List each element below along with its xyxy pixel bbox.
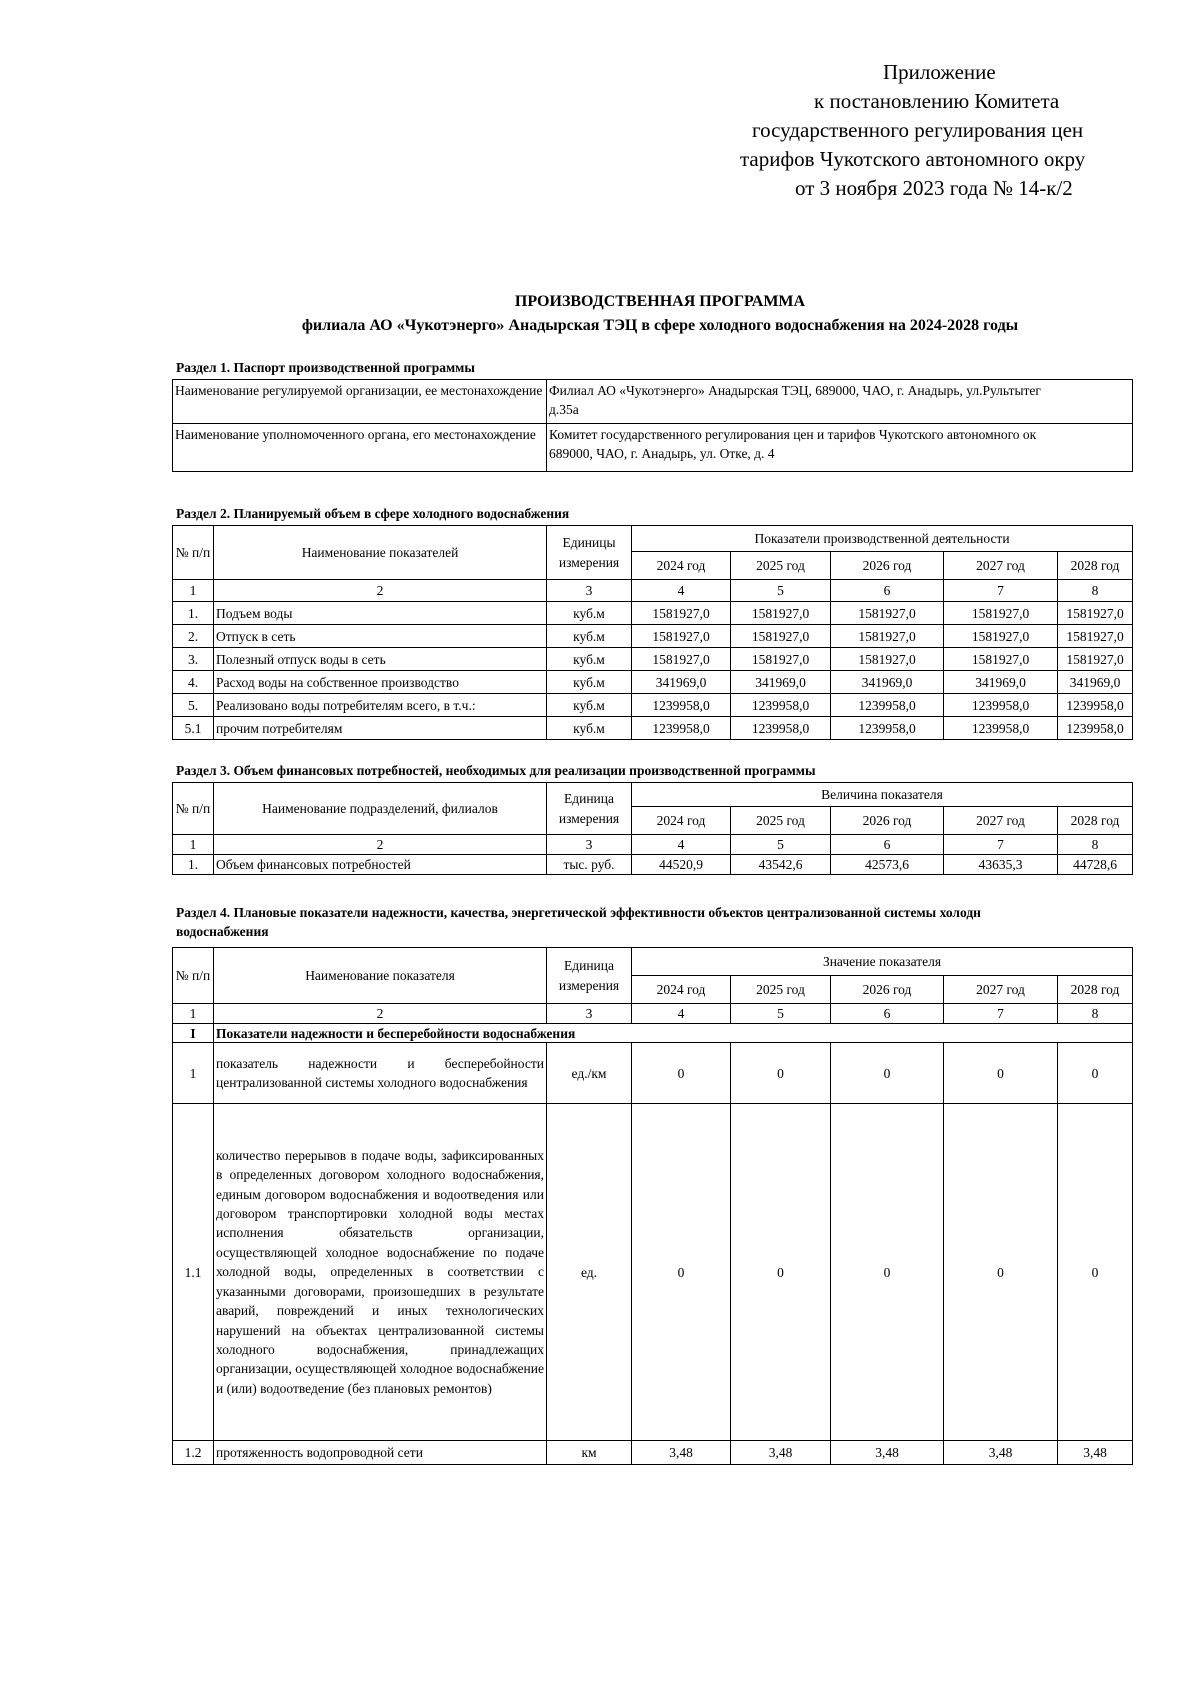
index-row: [173, 835, 1133, 855]
row-unit: куб.м: [547, 625, 632, 648]
header-year: 2025 год: [731, 807, 831, 835]
index-cell: 8: [1058, 1004, 1133, 1024]
appendix-line: тарифов Чукотского автономного окру: [740, 147, 1086, 171]
header-year: 2028 год: [1058, 552, 1133, 580]
index-row: [173, 580, 1133, 602]
row-value: 0: [944, 1104, 1058, 1441]
row-num: 5.1: [173, 717, 214, 740]
row-unit: км: [547, 1441, 632, 1465]
row-name: протяженность водопроводной сети: [214, 1441, 547, 1465]
index-cell: 3: [547, 580, 632, 602]
indicators-table: [172, 947, 1133, 1465]
document-title: [0, 290, 1200, 338]
index-cell: 2: [214, 580, 547, 602]
header-year: 2024 год: [632, 552, 731, 580]
row-num: 1.: [173, 602, 214, 625]
row-unit: куб.м: [547, 671, 632, 694]
row-num: 1: [173, 1043, 214, 1104]
index-cell: 2: [214, 835, 547, 855]
index-cell: 3: [547, 1004, 632, 1024]
header-row: [173, 526, 1133, 552]
table-row: [173, 1043, 1133, 1104]
row-value: 1239958,0: [944, 694, 1058, 717]
row-value: 1581927,0: [632, 648, 731, 671]
row-value: 341969,0: [831, 671, 944, 694]
table-row: [173, 602, 1133, 625]
row-value: 0: [944, 1043, 1058, 1104]
passport-label: Наименование регулируемой организации, ее местонахождение: [173, 380, 547, 424]
table-row: [173, 717, 1133, 740]
header-group: Значение показателя: [632, 948, 1133, 976]
header-name: Наименование показателя: [214, 948, 547, 1004]
passport-value-line: Комитет государственного регулирования цен и тарифов Чукотского автономного ок: [549, 427, 1037, 442]
index-cell: 5: [731, 835, 831, 855]
header-num: № п/п: [173, 948, 214, 1004]
appendix-line: Приложение: [883, 60, 996, 84]
header-group: Величина показателя: [632, 783, 1133, 807]
group-row: [173, 1024, 1133, 1043]
row-value: 0: [632, 1043, 731, 1104]
header-year: 2026 год: [831, 552, 944, 580]
row-value: 1581927,0: [731, 625, 831, 648]
index-cell: 1: [173, 835, 214, 855]
passport-label: Наименование уполномоченного органа, его местонахождение: [173, 424, 547, 472]
row-num: 2.: [173, 625, 214, 648]
index-cell: 4: [632, 1004, 731, 1024]
table-row: [173, 671, 1133, 694]
row-value: 1581927,0: [1058, 625, 1133, 648]
row-name: прочим потребителям: [214, 717, 547, 740]
row-value: 44520,9: [632, 855, 731, 875]
passport-value-line: 689000, ЧАО, г. Анадырь, ул. Отке, д. 4: [549, 446, 775, 461]
passport-table: [172, 379, 1133, 472]
row-num: 4.: [173, 671, 214, 694]
table-row: [173, 380, 1133, 424]
table-row: [173, 1104, 1133, 1441]
row-value: 1581927,0: [831, 648, 944, 671]
header-year: 2025 год: [731, 552, 831, 580]
row-value: 1581927,0: [944, 602, 1058, 625]
row-value: 0: [731, 1043, 831, 1104]
row-value: 1581927,0: [632, 602, 731, 625]
table-row: [173, 648, 1133, 671]
header-name: Наименование показателей: [214, 526, 547, 580]
row-num: 3.: [173, 648, 214, 671]
row-value: 1581927,0: [731, 602, 831, 625]
passport-value-line: д.35а: [549, 402, 579, 417]
row-value: 0: [731, 1104, 831, 1441]
row-num: 1.1: [173, 1104, 214, 1441]
row-unit: тыс. руб.: [547, 855, 632, 875]
index-cell: 1: [173, 1004, 214, 1024]
index-cell: 6: [831, 835, 944, 855]
row-value: 0: [831, 1043, 944, 1104]
header-unit: Единица измерения: [547, 948, 632, 1004]
header-row: [173, 783, 1133, 807]
section4-heading: водоснабжения: [176, 924, 269, 939]
index-cell: 7: [944, 835, 1058, 855]
header-year: 2028 год: [1058, 807, 1133, 835]
index-cell: 7: [944, 580, 1058, 602]
row-unit: куб.м: [547, 694, 632, 717]
row-value: 341969,0: [632, 671, 731, 694]
header-year: 2027 год: [944, 552, 1058, 580]
section3-heading: Раздел 3. Объем финансовых потребностей, необходимых для реализации производственной программы: [176, 763, 816, 778]
index-cell: 6: [831, 580, 944, 602]
row-value: 0: [1058, 1104, 1133, 1441]
row-value: 3,48: [944, 1441, 1058, 1465]
row-value: 1581927,0: [831, 602, 944, 625]
row-value: 1239958,0: [731, 694, 831, 717]
row-value: 1239958,0: [1058, 694, 1133, 717]
row-value: 1239958,0: [632, 717, 731, 740]
header-year: 2024 год: [632, 976, 731, 1004]
index-cell: 3: [547, 835, 632, 855]
header-year: 2025 год: [731, 976, 831, 1004]
table-row: [173, 855, 1133, 875]
header-num: № п/п: [173, 783, 214, 835]
row-value: 0: [1058, 1043, 1133, 1104]
row-name: Полезный отпуск воды в сеть: [214, 648, 547, 671]
table-row: [173, 694, 1133, 717]
row-value: 0: [632, 1104, 731, 1441]
row-value: 1239958,0: [1058, 717, 1133, 740]
title-line: ПРОИЗВОДСТВЕННАЯ ПРОГРАММА: [514, 293, 806, 310]
row-num: 1.2: [173, 1441, 214, 1465]
header-year: 2028 год: [1058, 976, 1133, 1004]
group-num: I: [173, 1024, 214, 1043]
row-value: 1239958,0: [831, 717, 944, 740]
row-name: Отпуск в сеть: [214, 625, 547, 648]
row-value: 1581927,0: [944, 625, 1058, 648]
group-name: Показатели надежности и бесперебойности водоснабжения: [214, 1024, 1133, 1043]
index-cell: 2: [214, 1004, 547, 1024]
row-unit: куб.м: [547, 648, 632, 671]
index-cell: 1: [173, 580, 214, 602]
title-line: филиала АО «Чукотэнерго» Анадырская ТЭЦ в сфере холодного водоснабжения на 2024-2028 годы: [301, 317, 1019, 334]
row-value: 1581927,0: [1058, 602, 1133, 625]
table-row: [173, 424, 1133, 472]
index-cell: 8: [1058, 835, 1133, 855]
appendix-block: [740, 58, 1200, 203]
index-cell: 5: [731, 1004, 831, 1024]
row-name: Расход воды на собственное производство: [214, 671, 547, 694]
row-name: Подъем воды: [214, 602, 547, 625]
row-value: 3,48: [632, 1441, 731, 1465]
row-unit: ед./км: [547, 1043, 632, 1104]
row-value: 3,48: [731, 1441, 831, 1465]
row-value: 1581927,0: [944, 648, 1058, 671]
passport-value: [547, 424, 1133, 472]
row-value: 42573,6: [831, 855, 944, 875]
row-num: 1.: [173, 855, 214, 875]
appendix-line: государственного регулирования цен: [752, 118, 1084, 142]
header-year: 2024 год: [632, 807, 731, 835]
header-unit: Единица измерения: [547, 783, 632, 835]
row-value: 341969,0: [1058, 671, 1133, 694]
row-value: 44728,6: [1058, 855, 1133, 875]
row-value: 43635,3: [944, 855, 1058, 875]
table-row: [173, 625, 1133, 648]
table-row: [173, 1441, 1133, 1465]
volume-table: [172, 525, 1133, 740]
header-unit: Единицы измерения: [547, 526, 632, 580]
row-name: Реализовано воды потребителям всего, в т.ч.:: [214, 694, 547, 717]
index-cell: 5: [731, 580, 831, 602]
index-cell: 4: [632, 835, 731, 855]
section4-heading: Раздел 4. Плановые показатели надежности, качества, энергетической эффективности объектов централизованной системы холодн: [176, 905, 981, 920]
section1-heading: Раздел 1. Паспорт производственной программы: [176, 360, 475, 375]
row-value: 3,48: [1058, 1441, 1133, 1465]
header-group: Показатели производственной деятельности: [632, 526, 1133, 552]
row-value: 1239958,0: [632, 694, 731, 717]
finance-table: [172, 782, 1133, 875]
appendix-line: от 3 ноября 2023 года № 14-к/2: [795, 176, 1073, 200]
index-cell: 6: [831, 1004, 944, 1024]
row-value: 43542,6: [731, 855, 831, 875]
row-unit: ед.: [547, 1104, 632, 1441]
row-value: 1581927,0: [731, 648, 831, 671]
passport-value: [547, 380, 1133, 424]
row-unit: куб.м: [547, 717, 632, 740]
row-num: 5.: [173, 694, 214, 717]
row-value: 1581927,0: [1058, 648, 1133, 671]
header-name: Наименование подразделений, филиалов: [214, 783, 547, 835]
passport-value-line: Филиал АО «Чукотэнерго» Анадырская ТЭЦ, 689000, ЧАО, г. Анадырь, ул.Рультытег: [549, 383, 1041, 398]
row-name: Объем финансовых потребностей: [214, 855, 547, 875]
row-value: 3,48: [831, 1441, 944, 1465]
row-value: 0: [831, 1104, 944, 1441]
header-year: 2026 год: [831, 976, 944, 1004]
index-row: [173, 1004, 1133, 1024]
row-value: 1239958,0: [831, 694, 944, 717]
index-cell: 8: [1058, 580, 1133, 602]
row-name: показатель надежности и бесперебойности централизованной системы холодного водоснабжения: [214, 1043, 547, 1104]
header-row: [173, 948, 1133, 976]
row-name: количество перерывов в подаче воды, зафиксированных в определенных договором холодного водоснабжения, единым договором водоснабжения и водоотведения или договором транспортировки холодной воды местах исполнения обязательств организации, осуществляющей холодное водоснабжение по подаче холодной воды, определенных в соответствии с указанными договорами, произошедших в результате аварий, повреждений и иных технологических нарушений на объектах централизованной системы холодного водоснабжения, принадлежащих организации, осуществляющей холодное водоснабжение и (или) водоотведение (без плановых ремонтов): [214, 1104, 547, 1441]
row-unit: куб.м: [547, 602, 632, 625]
index-cell: 7: [944, 1004, 1058, 1024]
header-num: № п/п: [173, 526, 214, 580]
row-value: 1581927,0: [831, 625, 944, 648]
appendix-line: к постановлению Комитета: [814, 89, 1060, 113]
row-value: 1239958,0: [731, 717, 831, 740]
row-value: 1239958,0: [944, 717, 1058, 740]
section2-heading: Раздел 2. Планируемый объем в сфере холодного водоснабжения: [176, 506, 570, 521]
row-value: 341969,0: [731, 671, 831, 694]
index-cell: 4: [632, 580, 731, 602]
header-year: 2027 год: [944, 807, 1058, 835]
row-value: 1581927,0: [632, 625, 731, 648]
header-year: 2027 год: [944, 976, 1058, 1004]
row-value: 341969,0: [944, 671, 1058, 694]
header-year: 2026 год: [831, 807, 944, 835]
